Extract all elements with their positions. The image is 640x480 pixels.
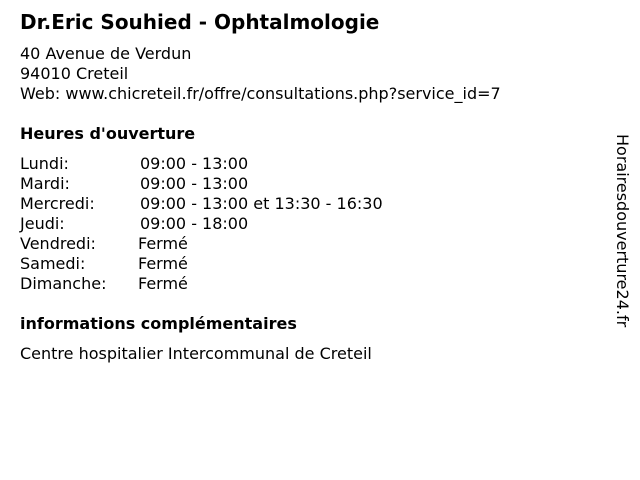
hours-time: 09:00 - 18:00 [140,214,249,233]
info-text: Centre hospitalier Intercommunal de Creteil [20,344,372,363]
hours-day: Mardi: [20,174,70,193]
address-web: Web: www.chicreteil.fr/offre/consultations.php?service_id=7 [20,84,501,103]
hours-time: Fermé [138,254,188,273]
info-heading: informations complémentaires [20,314,297,333]
side-brand-text: Horairesdouverture24.fr [613,134,632,328]
hours-time: 09:00 - 13:00 [140,174,249,193]
hours-day: Vendredi: [20,234,96,253]
hours-heading: Heures d'ouverture [20,124,196,143]
hours-day: Dimanche: [20,274,107,293]
hours-day: Lundi: [20,154,69,173]
hours-day: Jeudi: [20,214,65,233]
hours-time: Fermé [138,274,188,293]
hours-time: Fermé [138,234,188,253]
page-title: Dr.Eric Souhied - Ophtalmologie [20,10,380,34]
hours-day: Samedi: [20,254,86,273]
hours-time: 09:00 - 13:00 et 13:30 - 16:30 [140,194,383,213]
address-block [20,44,501,104]
hours-day: Mercredi: [20,194,95,213]
hours-time: 09:00 - 13:00 [140,154,249,173]
address-city: 94010 Creteil [20,64,129,83]
side-brand [602,134,640,344]
address-street: 40 Avenue de Verdun [20,44,192,63]
